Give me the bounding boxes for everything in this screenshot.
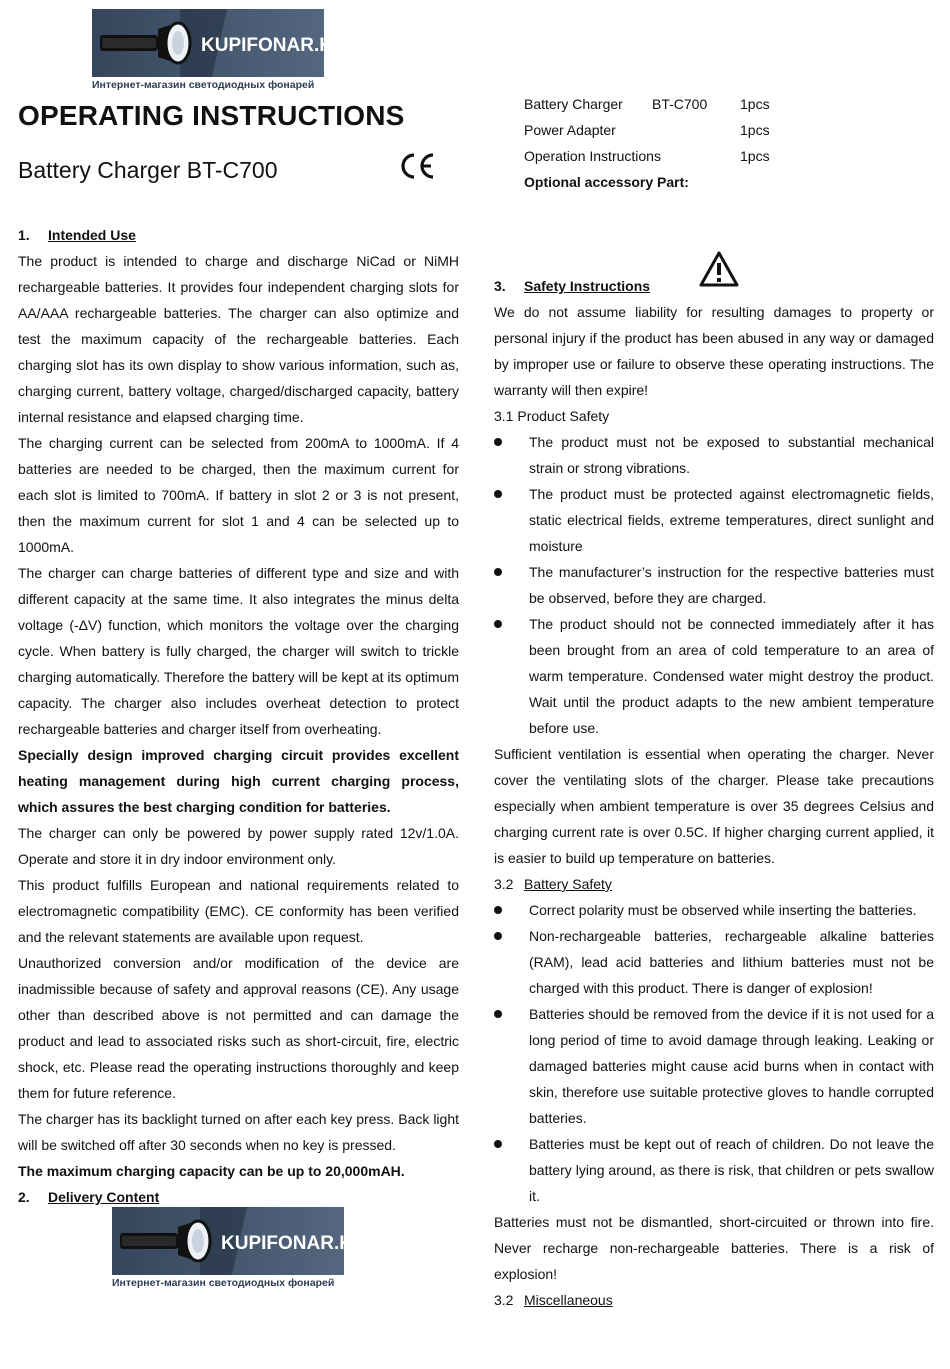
paragraph: This product fulfills European and national requirements related to electromagnetic compatibility (EMC). CE conformity has been verified and the relevant statements are available upon request. xyxy=(18,877,459,945)
paragraph-bold: Specially design improved charging circuit provides excellent heating management during high current charging process, which assures the best charging condition for batteries. xyxy=(18,747,459,815)
bullet-icon xyxy=(494,1010,502,1018)
subsection-title: Battery Safety xyxy=(524,876,612,892)
paragraph: The charger has its backlight turned on after each key press. Back light will be switched off after 30 seconds when no key is pressed. xyxy=(18,1111,459,1153)
paragraph: The product is intended to charge and discharge NiCad or NiMH rechargeable batteries. It provides four independent charging slots for AA/AAA rechargeable batteries. The charger can also optimize and test the maximum capacity of the rechargeable batteries. Each charging slot has its own display to show various information, such as, charging current, battery voltage, charged/discharged capacity, battery internal resistance and elapsed charging time. xyxy=(18,253,459,425)
subsection-heading: 3.1 Product Safety xyxy=(494,408,610,424)
bullet-item xyxy=(494,897,934,923)
bullet-item xyxy=(494,481,934,559)
bullet-item xyxy=(494,611,934,741)
paragraph: The charger can only be powered by power supply rated 12v/1.0A. Operate and store it in dry indoor environment only. xyxy=(18,825,459,867)
logo-tagline: Интернет-магазин светодиодных фонарей xyxy=(92,79,315,91)
bullet-item xyxy=(494,1131,934,1209)
logo-tagline: Интернет-магазин светодиодных фонарей xyxy=(112,1277,335,1289)
bullet-text: The product should not be connected immediately after it has been brought from an area of cold temperature to an area of warm temperature. Condensed water might destroy the product. Wait until the product adapts to the new ambient temperature before use. xyxy=(529,616,934,736)
bullet-text: The manufacturer’s instruction for the respective batteries must be observed, before they are charged. xyxy=(529,564,934,606)
paragraph: We do not assume liability for resulting damages to property or personal injury if the product has been abused in any way or damaged by improper use or failure to observe these operating instructions. The warranty will then expire! xyxy=(494,304,934,398)
page-title: OPERATING INSTRUCTIONS xyxy=(18,100,405,131)
optional-accessory-label: Optional accessory Part: xyxy=(524,174,689,190)
svg-text:KUPIFONAR.KZ: KUPIFONAR.KZ xyxy=(221,1233,365,1254)
bullet-icon xyxy=(494,906,502,914)
right-column xyxy=(494,273,934,1313)
bullet-item xyxy=(494,559,934,611)
svg-text:KUPIFONAR.KZ: KUPIFONAR.KZ xyxy=(201,35,345,56)
delivery-item-qty: 1pcs xyxy=(740,122,770,138)
bullet-text: Batteries must be kept out of reach of children. Do not leave the battery lying around, as there is risk, that children or pets swallow it. xyxy=(529,1136,934,1204)
page-subtitle: Battery Charger BT-C700 xyxy=(18,157,278,183)
delivery-item-qty: 1pcs xyxy=(740,148,770,164)
bullet-text: Batteries should be removed from the device if it is not used for a long period of time to avoid damage through leaking. Leaking or damaged batteries might cause acid burns when in contact with skin, therefore use suitable protective gloves to handle corrupted batteries. xyxy=(529,1006,934,1126)
bullet-item xyxy=(494,429,934,481)
bullet-text: The product must not be exposed to substantial mechanical strain or strong vibrations. xyxy=(529,434,934,476)
bullet-icon xyxy=(494,1140,502,1148)
paragraph: Sufficient ventilation is essential when operating the charger. Never cover the ventilating slots of the charger. Please take precautions especially when ambient temperature is over 35 degrees Celsius and charging current rate is over 0.5C. If higher charging current applied, it is easier to build up temperature on batteries. xyxy=(494,746,934,866)
bullet-text: Correct polarity must be observed while inserting the batteries. xyxy=(529,902,917,918)
flashlight-icon xyxy=(92,9,345,77)
delivery-item-name: Battery Charger xyxy=(524,96,623,112)
section-title: Intended Use xyxy=(48,227,136,243)
delivery-item-qty: 1pcs xyxy=(740,96,770,112)
paragraph-bold: The maximum charging capacity can be up to 20,000mAH. xyxy=(18,1163,405,1179)
bullet-icon xyxy=(494,438,502,446)
paragraph: The charging current can be selected from 200mA to 1000mA. If 4 batteries are needed to be charged, then the maximum current for each slot is limited to 700mA. If battery in slot 2 or 3 is not present, then the maximum current for slot 1 and 4 can be selected up to 1000mA. xyxy=(18,435,459,555)
section-title: Safety Instructions xyxy=(524,278,651,294)
section-heading xyxy=(494,273,934,299)
section-number: 1. xyxy=(18,227,30,243)
bullet-text: The product must be protected against electromagnetic fields, static electrical fields, extreme temperatures, direct sunlight and moisture xyxy=(529,486,934,554)
bullet-list xyxy=(494,429,934,741)
bullet-text: Non-rechargeable batteries, rechargeable alkaline batteries (RAM), lead acid batteries and lithium batteries must not be charged with this product. There is danger of explosion! xyxy=(529,928,934,996)
bullet-item xyxy=(494,923,934,1001)
delivery-item-name: Power Adapter xyxy=(524,122,616,138)
section-title: Delivery Content xyxy=(48,1189,160,1205)
subsection-heading xyxy=(494,1287,934,1313)
delivery-item-name: Operation Instructions xyxy=(524,148,661,164)
section-heading xyxy=(18,222,459,248)
subsection-title: Miscellaneous xyxy=(524,1292,613,1308)
paragraph: The charger can charge batteries of different type and size and with different capacity at the same time. It also integrates the minus delta voltage (-ΔV) function, which monitors the voltage over the charging cycle. When battery is fully charged, the charger will switch to trickle charging automatically. Therefore the battery will be kept at its optimum capacity. The charger also includes overheat detection to protect rechargeable batteries and charger itself from overheating. xyxy=(18,565,459,737)
paragraph: Unauthorized conversion and/or modification of the device are inadmissible because of safety and approval reasons (CE). Any usage other than described above is not permitted and can damage the product and lead to associated risks such as short-circuit, fire, electric shock, etc. Please read the operating instructions thoroughly and keep them for future reference. xyxy=(18,955,459,1101)
section-number: 3. xyxy=(494,278,506,294)
subsection-heading xyxy=(494,871,934,897)
logo-top xyxy=(92,9,345,93)
bullet-item xyxy=(494,1001,934,1131)
ce-mark-icon xyxy=(398,152,436,180)
delivery-item-model: BT-C700 xyxy=(652,96,708,112)
bullet-icon xyxy=(494,620,502,628)
subsection-number: 3.2 xyxy=(494,1292,514,1308)
flashlight-icon xyxy=(112,1207,365,1275)
subsection-number: 3.2 xyxy=(494,876,514,892)
left-column xyxy=(18,222,459,1210)
section-number: 2. xyxy=(18,1189,30,1205)
bullet-icon xyxy=(494,490,502,498)
bullet-icon xyxy=(494,568,502,576)
bullet-icon xyxy=(494,932,502,940)
paragraph: Batteries must not be dismantled, short-circuited or thrown into fire. Never recharge non-rechargeable batteries. There is a risk of explosion! xyxy=(494,1214,934,1282)
warning-triangle-icon xyxy=(699,251,739,287)
bullet-list xyxy=(494,897,934,1209)
logo-bottom xyxy=(112,1207,365,1291)
